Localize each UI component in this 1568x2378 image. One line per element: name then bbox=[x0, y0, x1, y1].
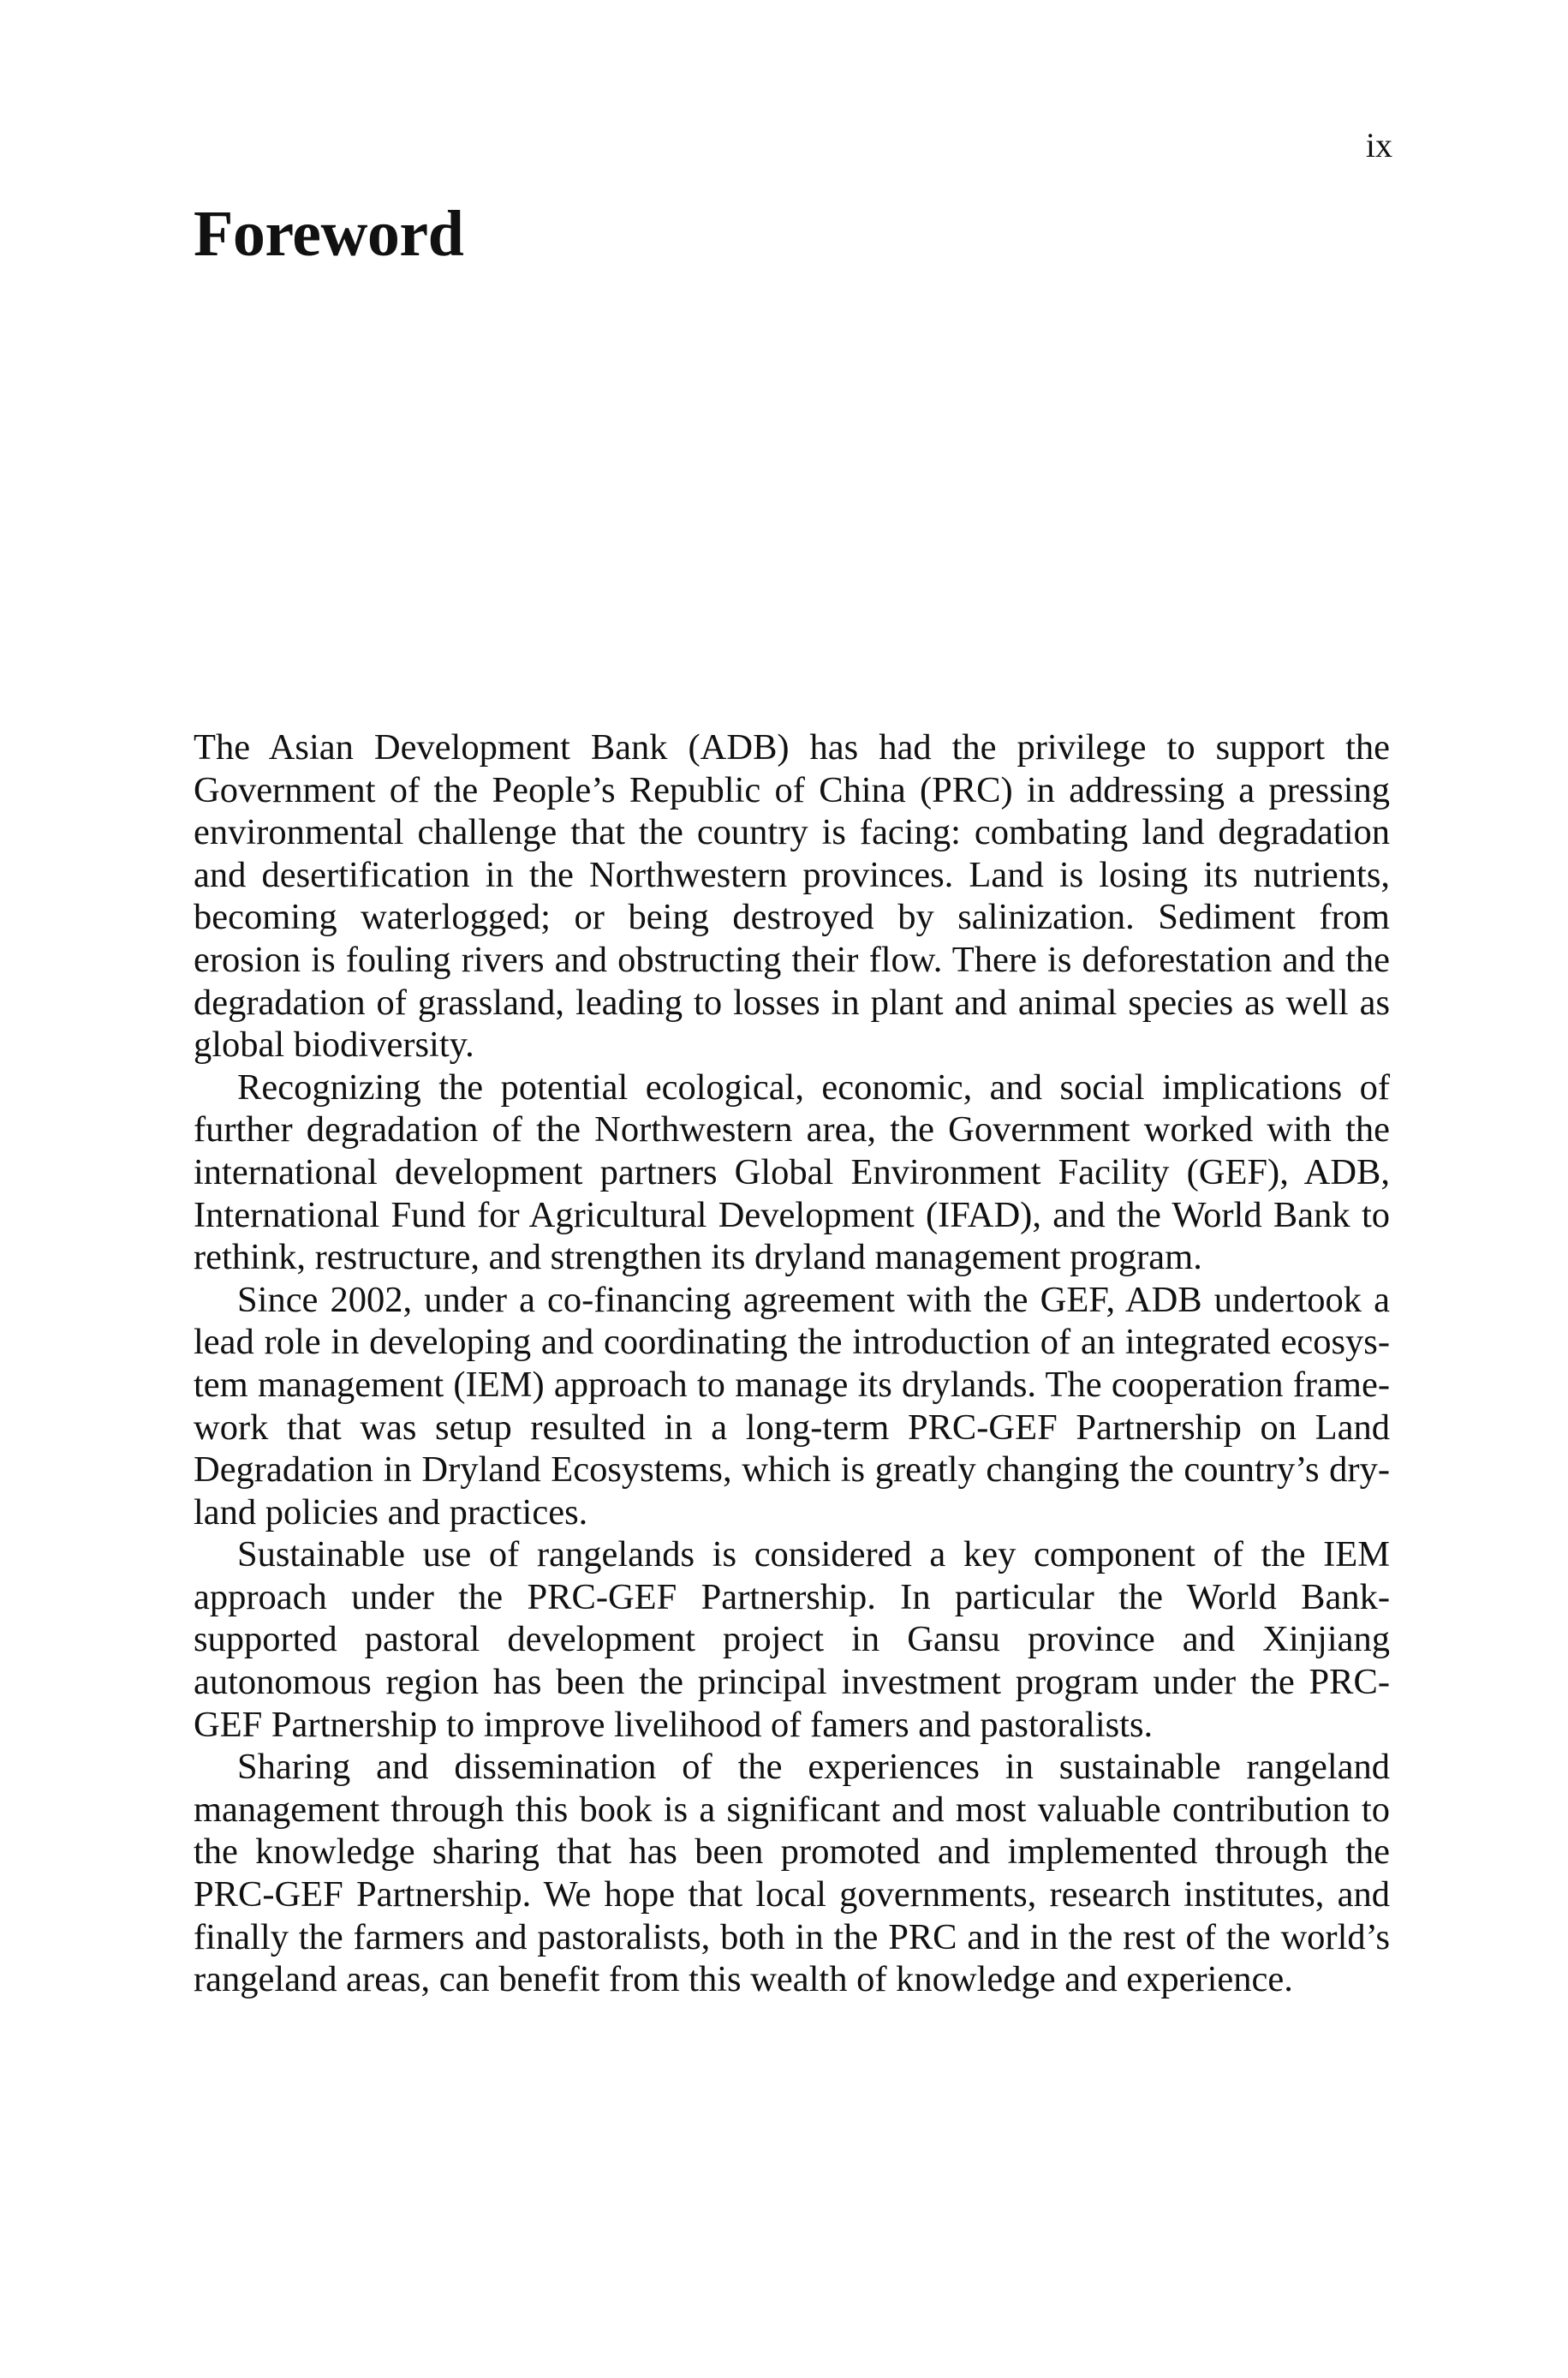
foreword-body bbox=[194, 726, 1390, 2001]
paragraph-co-financing: Since 2002, under a co-financing agreement with the GEF, ADB undertook a lead role in developing and coordinating the introduction of an integrated ecosystem management (IEM) approach to manage its drylands. The cooperation framework that was setup resulted in a long-term PRC-GEF Partnership on Land Degradation in Dryland Ecosystems, which is greatly changing the country’s dryland policies and practices. bbox=[194, 1279, 1390, 1533]
chapter-title: Foreword bbox=[194, 198, 464, 270]
paragraph-government-partners: Recognizing the potential ecological, economic, and social implications of further degradation of the Northwestern area, the Government worked with the international development partners Global Environment Facility (GEF), ADB, International Fund for Agricultural Development (IFAD), and the World Bank to rethink, restructure, and strengthen its dryland management program. bbox=[194, 1067, 1390, 1278]
paragraph-rangelands: Sustainable use of rangelands is considered a key component of the IEM approach under the PRC-GEF Partnership. In particular the World Bank-supported pastoral development project in Gansu province and Xinjiang autonomous region has been the principal investment program under the PRC-GEF Partnership to improve livelihood of famers and pastoralists. bbox=[194, 1534, 1390, 1745]
paragraph-knowledge-sharing: Sharing and dissemination of the experiences in sustainable rangeland management through this book is a significant and most valuable contribution to the knowledge sharing that has been promoted and implemented through the PRC-GEF Partnership. We hope that local governments, research institutes, and finally the farmers and pastoralists, both in the PRC and in the rest of the world’s rangeland areas, can benefit from this wealth of knowledge and experience. bbox=[194, 1747, 1390, 2000]
paragraph-adb-support: The Asian Development Bank (ADB) has had the privilege to support the Government of the People’s Republic of China (PRC) in addressing a pressing environmental challenge that the country is facing: combating land degradation and desertification in the Northwestern provinces. Land is losing its nutrients, becoming waterlogged; or being destroyed by salinization. Sediment from erosion is fouling rivers and obstructing their flow. There is deforestation and the degradation of grassland, leading to losses in plant and animal species as well as global biodiversity. bbox=[194, 727, 1390, 1066]
page-number: ix bbox=[1365, 126, 1392, 164]
